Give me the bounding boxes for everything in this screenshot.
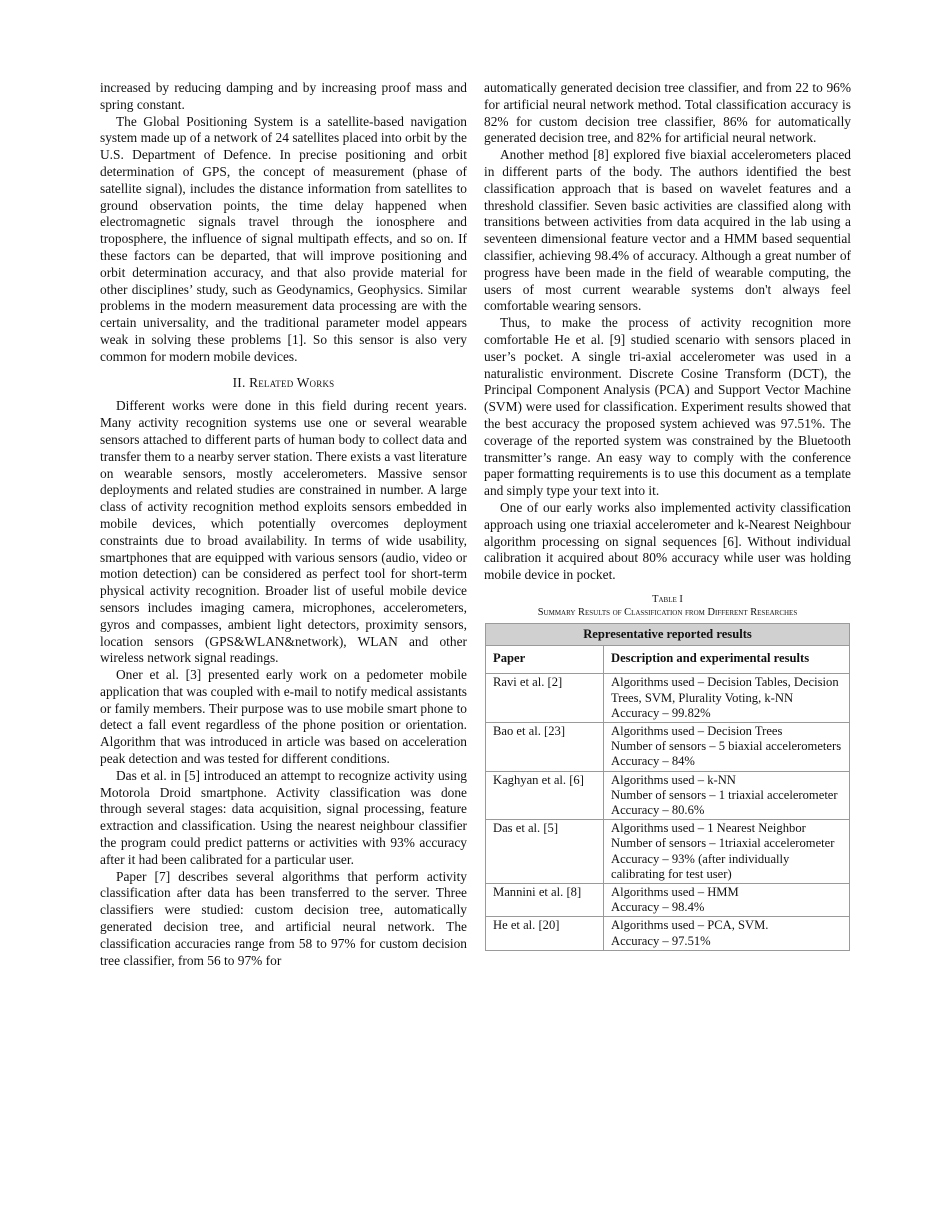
table-row bbox=[486, 820, 850, 884]
paragraph-das: Das et al. in [5] introduced an attempt to recognize activity using Motorola Droid smartphone. Activity classification was done through several stages: data acquisition, signal processing, feature extraction and classification. Using the nearest neighbour classifier the program could predict patterns or activities with 93% accuracy after it had been calibrated for a particular user. bbox=[100, 767, 467, 867]
description-line: Accuracy – 99.82% bbox=[611, 705, 711, 720]
description-line: Algorithms used – Decision Trees bbox=[611, 723, 783, 738]
paper-cell: Bao et al. [23] bbox=[486, 722, 604, 771]
section-title: Related Works bbox=[249, 374, 335, 390]
right-column bbox=[484, 80, 851, 951]
paper-cell: Kaghyan et al. [6] bbox=[486, 771, 604, 820]
description-line: Algorithms used – HMM bbox=[611, 884, 739, 899]
paragraph-related-works: Different works were done in this field during recent years. Many activity recognition systems use one or several wearable sensors attached to different parts of human body to collect data and transfer them to a nearby server station. There exists a vast literature on wearable sensors, mostly accelerometers. Massive sensor deployments and related studies are constrained in number. A large class of activity recognition method exploits sensors embedded in mobile devices, which potentially overcomes deployment constraints due to broad availability. In terms of wide usability, smartphones that are equipped with various sensors (audio, video or motion detection) can be considered as perfect tool for short-term physical activity recognition. Broader list of useful mobile device sensors includes imaging camera, microphones, accelerometers, gyros and compasses, ambient light detectors, proximity sensors, location sensors (GPS&WLAN&network), WLAN and other wireless network signal readings. bbox=[100, 398, 467, 666]
paragraph-oner: Oner et al. [3] presented early work on a pedometer mobile application that was coupled with e-mail to notify medical assistants or family members. Their purpose was to use mobile smart phone to detect a fall event regardless of the phone position or orientation. Algorithm that was introduced in article was based on acceleration peak detection and was tested for different conditions. bbox=[100, 667, 467, 767]
table-row bbox=[486, 674, 850, 723]
paper-cell: Mannini et al. [8] bbox=[486, 883, 604, 916]
section-number: II. bbox=[232, 374, 246, 390]
column-header-paper: Paper bbox=[486, 646, 604, 674]
description-cell bbox=[604, 771, 850, 820]
paragraph-gps: The Global Positioning System is a satellite-based navigation system made up of a network of 24 satellites placed into orbit by the U.S. Department of Defence. In precise positioning and orbit determination of GPS, the concept of measurement (phase of satellite signal), includes the distance information from satellites to ground observation points, the time delay happened when electromagnetic signals travel through the ionosphere and troposphere, the influence of signal multipath effects, and so on. If these factors can be departed, that will improve positioning and orbit determination accuracy, and that also provide material for other disciplines’ study, such as Geodynamics, Geophysics. Similar problems in the modern measurement data processing are with the certain universality, and the traditional parameter model appears weak in solving these problems [1]. So this sensor is also very common for modern mobile devices. bbox=[100, 113, 467, 364]
paper-cell: Ravi et al. [2] bbox=[486, 674, 604, 723]
description-line: Algorithms used – Decision Tables, Decision Trees, SVM, Plurality Voting, k-NN bbox=[611, 675, 839, 705]
description-line: Number of sensors – 1 triaxial accelerometer bbox=[611, 787, 838, 802]
description-line: Accuracy – 93% (after individually calibrating for test user) bbox=[611, 851, 790, 881]
description-cell bbox=[604, 820, 850, 884]
table-body bbox=[486, 674, 850, 950]
description-cell bbox=[604, 674, 850, 723]
left-column bbox=[100, 80, 467, 969]
paragraph-biaxial: Another method [8] explored five biaxial accelerometers placed in different parts of the body. The authors identified the best classification approach that is based on wavelet features and a threshold classifier. Seven basic activities are classified along with transitions between activities from data acquired in the lab using a seventeen dimensional feature vector and a HMM based sequential classifier, achieving 98.4% of accuracy. Although a great number of progress have been made in the field of wearable computing, the users of most current wearable systems don't always feel comfortable wearing sensors. bbox=[484, 147, 851, 314]
section-heading bbox=[100, 375, 467, 392]
description-line: Algorithms used – k-NN bbox=[611, 772, 736, 787]
description-line: Algorithms used – PCA, SVM. bbox=[611, 918, 769, 933]
description-line: Accuracy – 84% bbox=[611, 754, 695, 769]
table-row bbox=[486, 883, 850, 916]
description-cell bbox=[604, 917, 850, 950]
paragraph-paper7: Paper [7] describes several algorithms that perform activity classification after data has been transferred to the server. Three classifiers were studied: custom decision tree, automatically generated decision tree, and artificial neural network. The classification accuracies range from 58 to 97% for custom decision tree classifier, from 56 to 97% for bbox=[100, 868, 467, 968]
paper-cell: He et al. [20] bbox=[486, 917, 604, 950]
paragraph-he: Thus, to make the process of activity recognition more comfortable He et al. [9] studied scenario with sensors placed in user’s pocket. A single tri-axial accelerometer was used in a naturalistic environment. Discrete Cosine Transform (DCT), the Principal Component Analysis (PCA) and Support Vector Machine (SVM) were used for classification. Experiment results showed that the best accuracy the proposed system achieved was 97.51%. The coverage of the reported system was constrained by the Bluetooth transmitter’s range. An easy way to comply with the conference paper formatting requirements is to use this document as a template and simply type your text into it. bbox=[484, 315, 851, 499]
table-row bbox=[486, 722, 850, 771]
description-line: Accuracy – 97.51% bbox=[611, 933, 711, 948]
description-line: Algorithms used – 1 Nearest Neighbor bbox=[611, 821, 806, 836]
description-line: Number of sensors – 5 biaxial accelerometers bbox=[611, 739, 842, 754]
description-line: Accuracy – 98.4% bbox=[611, 900, 705, 915]
paragraph-decision-tree: automatically generated decision tree classifier, and from 22 to 96% for artificial neural network method. Total classification accuracy is 82% for custom decision tree classifier, 86% for automatically generated decision tree, and 82% for artificial neural network. bbox=[484, 80, 851, 146]
description-line: Number of sensors – 1triaxial accelerometer bbox=[611, 836, 835, 851]
results-table bbox=[485, 623, 850, 951]
paper-cell: Das et al. [5] bbox=[486, 820, 604, 884]
table-title: Summary Results of Classification from Different Researches bbox=[537, 606, 798, 618]
description-line: Accuracy – 80.6% bbox=[611, 802, 705, 817]
paragraph-proof-mass: increased by reducing damping and by increasing proof mass and spring constant. bbox=[100, 80, 467, 112]
table-row bbox=[486, 771, 850, 820]
paragraph-early-works: One of our early works also implemented activity classification approach using one triaxial accelerometer and k-Nearest Neighbour algorithm processing on signal sequences [6]. Without individual calibration it acquired about 80% accuracy while user was holding mobile device in pocket. bbox=[484, 499, 851, 583]
table-caption bbox=[484, 593, 851, 619]
table-row bbox=[486, 917, 850, 950]
description-cell bbox=[604, 883, 850, 916]
table-label: Table I bbox=[652, 593, 683, 605]
column-header-description: Description and experimental results bbox=[604, 646, 850, 674]
table-banner: Representative reported results bbox=[486, 623, 850, 645]
description-cell bbox=[604, 722, 850, 771]
